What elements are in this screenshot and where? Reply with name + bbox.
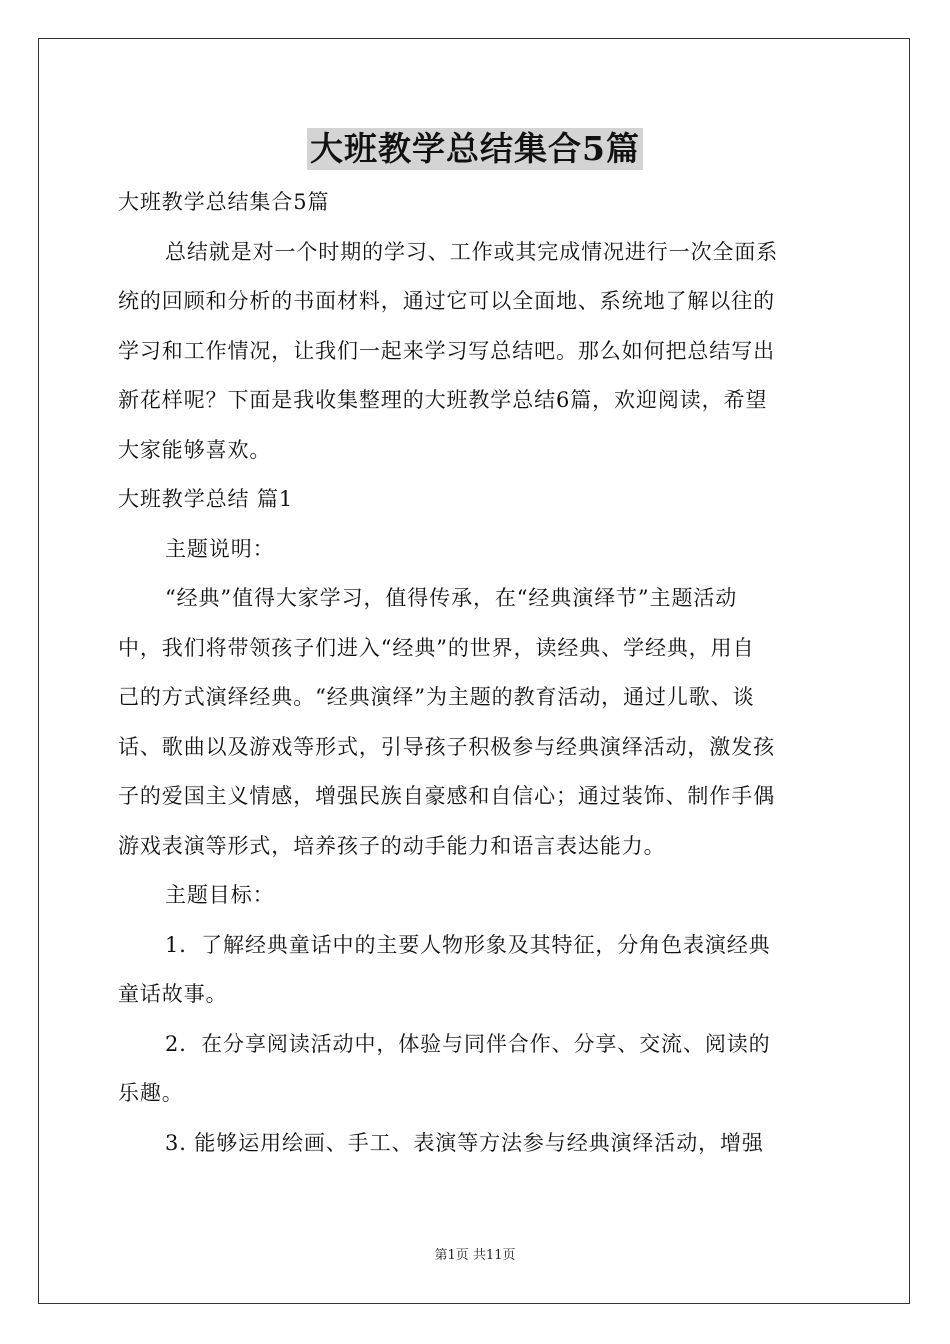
text-line: 大班教学总结集合5篇	[118, 190, 330, 214]
text-line: 学习和工作情况，让我们一起来学习写总结吧。那么如何把总结写出	[118, 338, 775, 363]
document-title: 大班教学总结集合5篇	[307, 128, 643, 170]
text-line: 主题目标：	[165, 883, 275, 907]
text-line: 中，我们将带领孩子们进入“经典”的世界，读经典、学经典，用自	[118, 635, 755, 660]
text-line: 话、歌曲以及游戏等形式，引导孩子积极参与经典演绎活动，激发孩	[118, 734, 775, 759]
page-footer: 第1页 共11页	[434, 1248, 516, 1263]
text-line: 童话故事。	[118, 982, 228, 1006]
text-line: 统的回顾和分析的书面材料，通过它可以全面地、系统地了解以往的	[118, 289, 775, 313]
title-container	[0, 128, 950, 170]
text-line: 游戏表演等形式，培养孩子的动手能力和语言表达能力。	[118, 833, 666, 858]
text-line: 总结就是对一个时期的学习、工作或其完成情况进行一次全面系	[165, 239, 779, 264]
text-line: 己的方式演绎经典。“经典演绎”为主题的教育活动，通过儿歌、谈	[118, 685, 755, 709]
text-line: 3. 能够运用绘画、手工、表演等方法参与经典演绎活动，增强	[165, 1130, 764, 1155]
text-line: 1．了解经典童话中的主要人物形象及其特征，分角色表演经典	[165, 932, 771, 957]
document-body	[118, 178, 834, 1168]
text-line: 新花样呢？下面是我收集整理的大班教学总结6篇，欢迎阅读，希望	[118, 388, 768, 412]
text-line: 大家能够喜欢。	[118, 437, 272, 462]
text-line: “经典”值得大家学习，值得传承，在“经典演绎节”主题活动	[165, 586, 738, 610]
text-line: 2．在分享阅读活动中，体验与同伴合作、分享、交流、阅读的	[165, 1031, 771, 1056]
text-line: 乐趣。	[118, 1081, 184, 1105]
text-line: 子的爱国主义情感，增强民族自豪感和自信心；通过装饰、制作手偶	[118, 784, 775, 808]
text-line: 主题说明：	[165, 536, 275, 561]
text-line: 大班教学总结 篇1	[118, 487, 294, 511]
